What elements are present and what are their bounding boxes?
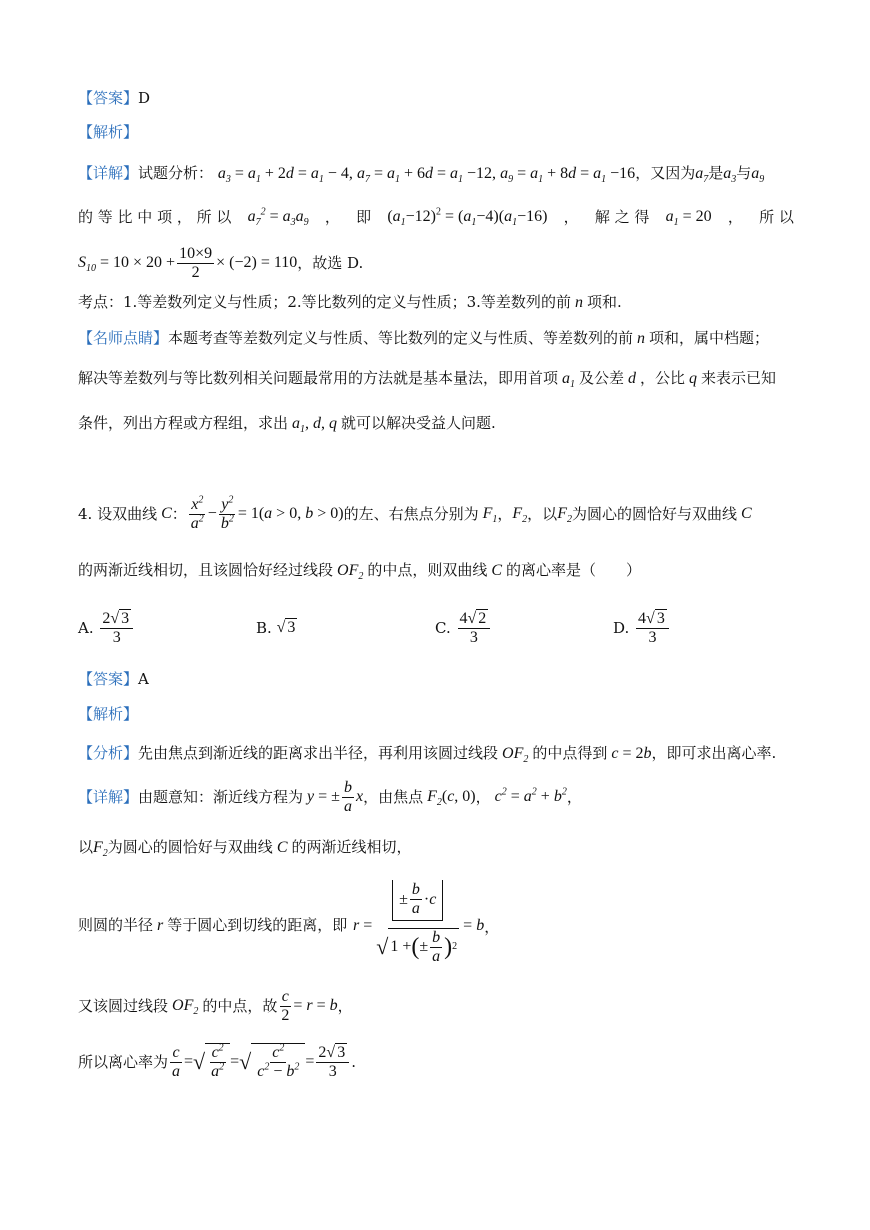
mingshi-1: 本题考查等差数列定义与性质、等比数列的定义与性质、等差数列的前 xyxy=(168,329,634,347)
frac-ecc-result: $\frac{2√ 3}{3}$ xyxy=(316,1044,349,1081)
frac-y2-b2: $\frac{y^2}{b^2}$ xyxy=(220,494,234,532)
mingshi-2d: 来表示已知 xyxy=(701,369,777,387)
q4-options xyxy=(78,604,778,652)
formula-geo: $a_7^2 = a_3a_9$ xyxy=(247,206,309,229)
q4-fenxi-line: 【分析】先由焦点到渐近线的距离求出半径，再利用该圆过线段 $OF_2$ 的中点得到 c = 2b，即可求出离心率. xyxy=(78,744,777,766)
detail-b: ，由焦点 xyxy=(363,788,424,806)
q3-analysis-line xyxy=(78,121,794,143)
q3-kaodian-line: 考点：1.等差数列定义与性质；2.等比数列的定义与性质；3.等差数列的前 n 项和. xyxy=(78,293,622,311)
kaodian-end: 项和. xyxy=(586,293,622,311)
frac-c-a: $\frac{c}{a}$ xyxy=(172,1043,181,1080)
q4-stem-1c: 为圆心的圆恰好与双曲线 xyxy=(571,505,737,523)
q4-answer-line xyxy=(78,668,794,690)
q3-detail-line-1: 【详解】试题分析： $a_3 = a_1 + 2d = a_1 - 4$, $a_7 = a_1 + 6d = a_1 -12$, $a_9 = a_1 + 8d = a_1 -16$，又因为$a_7$是$a_3$与$a_9$ xyxy=(78,164,765,186)
mingshi-tag: 【名师点睛】 xyxy=(78,329,169,347)
q4-stem-2: 的两渐近线相切，且该圆恰好经过线段 xyxy=(78,561,334,579)
solve-text: 解 之 得 xyxy=(594,208,650,226)
q4-stem-2c: 的离心率是（ ） xyxy=(506,561,642,579)
mingshi-3b: 就可以解决受益人问题. xyxy=(341,414,496,432)
q4-stem-1: 的左、右焦点分别为 xyxy=(343,505,479,523)
and-text: 与 xyxy=(736,164,752,182)
option-b[interactable] xyxy=(256,604,297,652)
option-c-label: C. xyxy=(435,619,451,637)
formula-s10: $S_{10} = 10 \times 20$ + xyxy=(78,254,176,275)
is-mid: 是 xyxy=(708,164,724,182)
mingshi-2a: 解决等差数列与等比数列相关问题最常用的方法就是基本量法，即用首项 xyxy=(78,369,559,387)
q4-tangent-line: 以$F_2$为圆心的圆恰好与双曲线 C 的两渐近线相切， xyxy=(78,838,412,860)
detail-intro: 试题分析： xyxy=(138,164,214,182)
option-d-value: $\frac{4√ 3}{3}$ xyxy=(636,610,669,647)
option-b-label: B. xyxy=(256,619,272,637)
q4-stem-line-1: 4. 设双曲线 C ： $\frac{x^2}{a^2}$ − $\frac{y^2}{b^2}$ = 1(a > 0, b > 0) 的左、右焦点分别为 $F_1$ ， $F_2$ ， 以 $F_2$ 为圆心的圆恰好与双曲线 C xyxy=(78,494,752,532)
option-a-value: $\frac{2√ 3}{3}$ xyxy=(100,610,133,647)
formula-a3-a7-a9: $a_3 = a_1 + 2d = a_1 - 4$, $a_7 = a_1 + 6d = a_1 -12$, $a_9 = a_1 + 8d = a_1 -16$ xyxy=(217,165,636,186)
q4-pass-line: 又该圆过线段 $OF_2$ 的中点，故 $\frac{c}{2}$ = r = b ， xyxy=(78,987,353,1024)
so-text: 所 以 xyxy=(759,208,794,226)
option-c-value: $\frac{4√ 2}{3}$ xyxy=(458,610,491,647)
q4-ecc-line: 所以离心率为 $\frac{c}{a}$ = √ $\frac{c^2}{a^2}$ = √ $\frac{c^2}{c^2 - b^2}$ = $\frac{2√ 3}{3}$ . xyxy=(78,1042,356,1080)
option-a-label: A. xyxy=(78,619,94,637)
frac-c-2: $\frac{c}{2}$ xyxy=(281,987,290,1024)
tangent-b: 为圆心的圆恰好与双曲线 xyxy=(107,838,273,856)
answer-tag: 【答案】 xyxy=(78,89,139,107)
q4-answer-tag: 【答案】 xyxy=(78,670,139,688)
pass-a: 又该圆过线段 xyxy=(78,997,169,1015)
kaodian-text: 考点：1.等差数列定义与性质；2.等比数列的定义与性质；3.等差数列的前 xyxy=(78,293,571,311)
ecc-a: 所以离心率为 xyxy=(78,1053,169,1071)
formula-equation: $(a_1-12)^2 = (a_1-4)(a_1-16)$ xyxy=(387,206,548,229)
option-d-label: D. xyxy=(613,619,630,637)
q4-stem-num: 4. 设双曲线 xyxy=(78,505,158,523)
q4-detail-tag: 【详解】 xyxy=(78,788,139,806)
q4-analysis-line xyxy=(78,703,794,725)
fenxi-tag: 【分析】 xyxy=(78,744,139,762)
q4-answer-value: A xyxy=(138,670,149,688)
frac-b-a: $\frac{b}{a}$ xyxy=(343,778,352,815)
q3-mingshi-line-2: 解决等差数列与等比数列相关问题最常用的方法就是基本量法，即用首项 $a_1$ 及公差 d ，公比 q 来表示已知 xyxy=(78,369,777,391)
tangent-c: 的两渐近线相切， xyxy=(291,838,412,856)
mingshi-3a: 条件，列出方程或方程组，求出 xyxy=(78,414,289,432)
q3-detail-line-2: 的 等 比 中 项 ， 所 以 $a_7^2 = a_3a_9$ ， 即 $(a_1-12)^2 = (a_1-4)(a_1-16)$ ， 解 之 得 $a_1 = 20$ ， 所 以 xyxy=(78,206,794,229)
q4-stem-2b: 的中点，则双曲线 xyxy=(367,561,488,579)
fenxi-c: ，即可求出离心率. xyxy=(651,744,777,762)
tangent-a: 以 xyxy=(78,838,94,856)
mingshi-2b: 及公差 xyxy=(579,369,625,387)
frac-x2-a2: $\frac{x^2}{a^2}$ xyxy=(190,494,204,532)
q4-detail-line: 【详解】 由题意知：渐近线方程为 y = ± $\frac{b}{a}$ x ，由焦点 $F_2(c$, 0) ， $c^2 = a^2 + b^2$ ， xyxy=(78,778,582,815)
analysis-tag: 【解析】 xyxy=(78,123,139,141)
answer-value: D xyxy=(138,89,151,107)
fenxi-b: 的中点得到 xyxy=(532,744,608,762)
option-b-value: √ 3 xyxy=(276,619,296,636)
formula-a1: $a_1 = 20$ xyxy=(665,208,712,229)
option-c[interactable] xyxy=(435,604,492,652)
q3-mingshi-line-3: 条件，列出方程或方程组，求出 $a_1$, d, q 就可以解决受益人问题. xyxy=(78,414,496,436)
mingshi-2c: ，公比 xyxy=(640,369,686,387)
option-a[interactable] xyxy=(78,604,135,652)
q4-analysis-tag: 【解析】 xyxy=(78,705,139,723)
detail-then: 又因为 xyxy=(650,164,696,182)
mingshi-1-end: 项和，属中档题； xyxy=(649,329,770,347)
q3-detail-line-3: $S_{10} = 10 \times 20$ + $\frac{10\times 9}{2}$ × (−2) = 110 ， 故选 D. xyxy=(78,244,364,281)
pass-b: 的中点，故 xyxy=(202,997,278,1015)
frac-10x9-2: $\frac{10\times 9}{2}$ xyxy=(179,244,213,281)
fenxi-a: 先由焦点到渐近线的距离求出半径，再利用该圆过线段 xyxy=(138,744,499,762)
q4-radius-line: 则圆的半径 r 等于圆心到切线的距离，即 r = ± $\frac{b}{a}$ ·c √ 1 + ( ± $\frac{b}{a}$ ) 2 = b ， xyxy=(78,876,638,976)
radius-formula: r = ± $\frac{b}{a}$ ·c √ 1 + ( ± $\frac{b}{a}$ ) 2 = b ， xyxy=(353,881,500,965)
q3-answer-line xyxy=(78,87,794,109)
detail-tag: 【详解】 xyxy=(78,164,139,182)
choose-text: 故选 D. xyxy=(312,254,364,272)
option-d[interactable] xyxy=(613,604,671,652)
ie-text: 即 xyxy=(356,208,372,226)
radius-a: 则圆的半径 xyxy=(78,916,154,934)
q4-stem-line-2: 的两渐近线相切，且该圆恰好经过线段 $OF_2$ 的中点，则双曲线 C 的离心率是（ ） xyxy=(78,561,642,583)
detail-a: 由题意知：渐近线方程为 xyxy=(138,788,304,806)
q3-mingshi-line-1: 【名师点睛】本题考查等差数列定义与性质、等比数列的定义与性质、等差数列的前 n 项和，属中档题； xyxy=(78,329,770,347)
q4-stem-1b: 以 xyxy=(542,505,558,523)
radius-b: 等于圆心到切线的距离，即 xyxy=(167,916,348,934)
geo-mean-text: 的 等 比 中 项 ， 所 以 xyxy=(78,208,232,226)
